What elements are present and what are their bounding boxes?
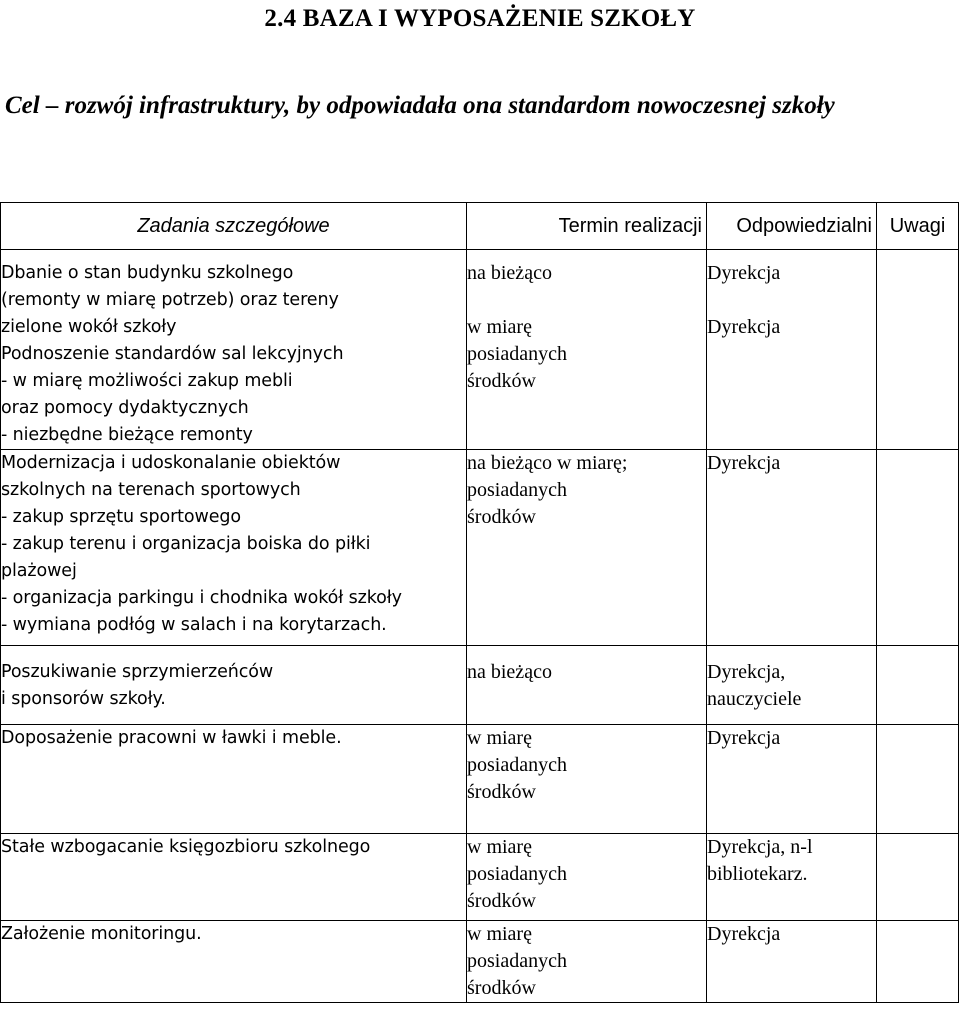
term-cell: na bieżąco w miarę posiadanych środków — [467, 250, 707, 450]
task-cell: Stałe wzbogacanie księgozbioru szkolnego — [1, 834, 467, 921]
task-cell: Doposażenie pracowni w ławki i meble. — [1, 725, 467, 834]
header-term: Termin realizacji — [467, 203, 707, 250]
goal-heading: Cel – rozwój infrastruktury, by odpowiadała ona standardom nowoczesnej szkoły — [5, 92, 835, 119]
task-cell: Modernizacja i udoskonalanie obiektów szkolnych na terenach sportowych - zakup sprzętu sportowego - zakup terenu i organizacja boiska do piłki plażowej - organizacja parkingu i chodnika wokół szkoły - wymiana podłóg w salach i na korytarzach. — [1, 450, 467, 646]
table-row — [1, 450, 959, 646]
header-responsible: Odpowiedzialni — [707, 203, 877, 250]
notes-cell — [877, 250, 959, 450]
responsible-cell: Dyrekcja Dyrekcja — [707, 250, 877, 450]
table-row — [1, 646, 959, 725]
table-row — [1, 250, 959, 450]
notes-cell — [877, 834, 959, 921]
table-header-row — [1, 203, 959, 250]
responsible-cell: Dyrekcja, nauczyciele — [707, 646, 877, 725]
notes-cell — [877, 921, 959, 1003]
table-row — [1, 725, 959, 834]
term-cell: w miarę posiadanych środków — [467, 921, 707, 1003]
term-cell: w miarę posiadanych środków — [467, 834, 707, 921]
term-cell: na bieżąco — [467, 646, 707, 725]
tasks-table — [0, 202, 959, 1003]
task-cell: Założenie monitoringu. — [1, 921, 467, 1003]
notes-cell — [877, 646, 959, 725]
term-cell: w miarę posiadanych środków — [467, 725, 707, 834]
task-cell: Dbanie o stan budynku szkolnego (remonty w miarę potrzeb) oraz tereny zielone wokół szkoły Podnoszenie standardów sal lekcyjnych - w miarę możliwości zakup mebli oraz pomocy dydaktycznych - niezbędne bieżące remonty — [1, 250, 467, 450]
responsible-cell: Dyrekcja — [707, 921, 877, 1003]
header-notes: Uwagi — [877, 203, 959, 250]
notes-cell — [877, 725, 959, 834]
page-title: 2.4 BAZA I WYPOSAŻENIE SZKOŁY — [264, 5, 696, 32]
task-cell: Poszukiwanie sprzymierzeńców i sponsorów szkoły. — [1, 646, 467, 725]
responsible-cell: Dyrekcja, n-l bibliotekarz. — [707, 834, 877, 921]
responsible-cell: Dyrekcja — [707, 450, 877, 646]
table-row — [1, 834, 959, 921]
notes-cell — [877, 450, 959, 646]
term-cell: na bieżąco w miarę; posiadanych środków — [467, 450, 707, 646]
table-row — [1, 921, 959, 1003]
responsible-cell: Dyrekcja — [707, 725, 877, 834]
header-tasks: Zadania szczegółowe — [1, 203, 467, 250]
